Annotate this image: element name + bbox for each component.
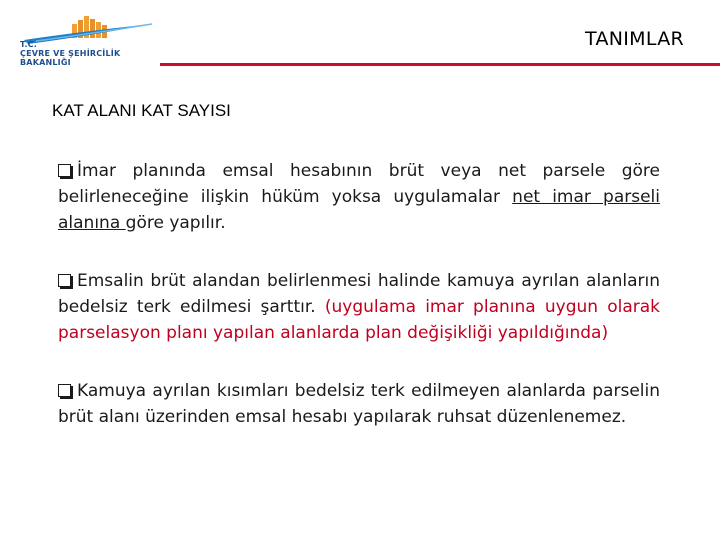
section-title: KAT ALANI KAT SAYISI — [52, 101, 231, 120]
paragraph-3 — [58, 378, 660, 430]
header-divider — [160, 63, 720, 66]
content-body — [58, 158, 660, 462]
logo-line-tc: T.C. — [20, 40, 37, 49]
paragraph-3-text: Kamuya ayrılan kısımları bedelsiz terk edilmeyen alanlarda parselin brüt alanı üzerinden emsal hesabı yapılarak ruhsat düzenlenemez. — [58, 381, 660, 427]
ministry-logo — [18, 14, 168, 70]
checkbox-bullet-icon — [58, 274, 71, 287]
logo-line-ministry: ÇEVRE VE ŞEHİRCİLİK — [20, 49, 121, 58]
paragraph-1 — [58, 158, 660, 236]
paragraph-1-underlined: net imar parseli alanına — [58, 187, 661, 233]
paragraph-2 — [58, 268, 660, 346]
paragraph-2-red-note: (uygulama imar planına uygun olarak parselasyon planı yapılan alanlarda plan değişikliği yapıldığında) — [58, 297, 661, 343]
page-title: TANIMLAR — [585, 28, 684, 50]
paragraph-1-text-b: göre yapılır. — [125, 213, 226, 233]
logo-text — [20, 40, 120, 67]
checkbox-bullet-icon — [58, 384, 71, 397]
paragraph-2-text: Emsalin brüt alandan belirlenmesi halinde kamuya ayrılan alanların bedelsiz terk edilmesi şarttır. — [58, 271, 660, 317]
checkbox-bullet-icon — [58, 164, 71, 177]
logo-line-bakanlik: BAKANLIĞI — [20, 58, 71, 67]
paragraph-1-text-a: İmar planında emsal hesabının brüt veya net parsele göre belirleneceğine ilişkin hüküm yoksa uygulamalar — [58, 161, 660, 207]
